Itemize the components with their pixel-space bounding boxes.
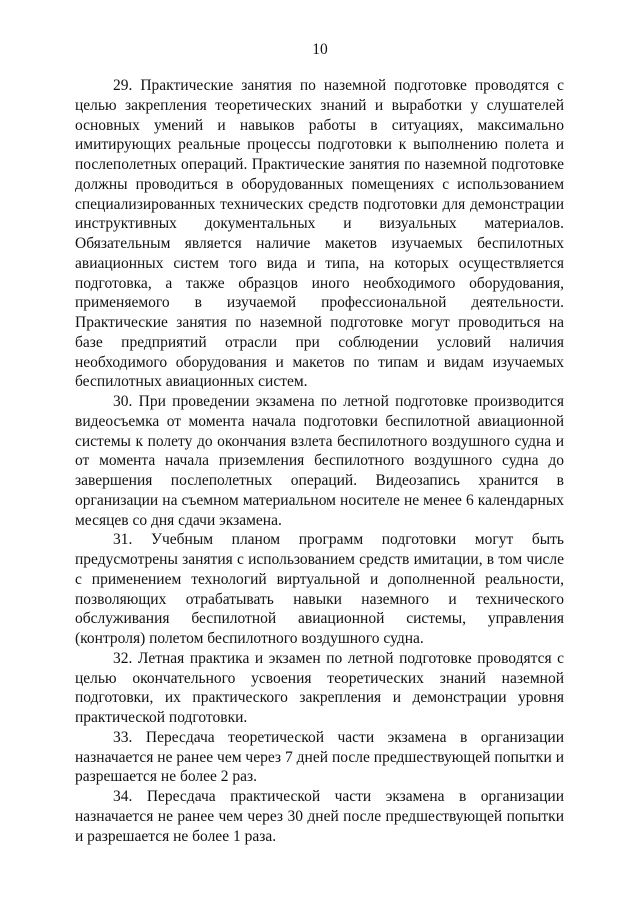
- paragraph-30: 30. При проведении экзамена по летной подготовке производится видеосъемка от момента начала подготовки беспилотной авиационной системы к полету до окончания взлета беспилотного воздушного судна и от момента начала приземления беспилотного воздушного судна до завершения послеполетных операций. Видеозапись хранится в организации на съемном материальном носителе не менее 6 календарных месяцев со дня сдачи экзамена.: [75, 393, 564, 529]
- paragraph-33: 33. Пересдача теоретической части экзамена в организации назначается не ранее чем через 7 дней после предшествующей попытки и разрешается не более 2 раз.: [75, 728, 564, 786]
- page-number: 10: [312, 41, 328, 58]
- paragraph-29: 29. Практические занятия по наземной подготовке проводятся с целью закрепления теоретических знаний и выработки у слушателей основных умений и навыков работы в ситуациях, максимально имитирующих реальные процессы подготовки к выполнению полета и послеполетных операций. Практические занятия по наземной подготовке должны проводиться в оборудованных помещениях с использованием специализированных технических средств подготовки для демонстрации инструктивных документальных и визуальных материалов. Обязательным является наличие макетов изучаемых беспилотных авиационных систем того вида и типа, на которых осуществляется подготовка, а также образцов иного необходимого оборудования, применяемого в изучаемой профессиональной деятельности. Практические занятия по наземной подготовке могут проводиться на базе предприятий отрасли при соблюдении условий наличия необходимого оборудования и макетов по типам и видам изучаемых беспилотных авиационных систем.: [75, 77, 564, 391]
- paragraph-34: 34. Пересдача практической части экзамена в организации назначается не ранее чем через 30 дней после предшествующей попытки и разрешается не более 1 раза.: [75, 788, 564, 845]
- document-body: [75, 76, 564, 846]
- paragraph-32: 32. Летная практика и экзамен по летной подготовке проводятся с целью окончательного усвоения теоретических знаний наземной подготовки, их практического закрепления и демонстрации уровня практической подготовки.: [75, 649, 564, 726]
- paragraph-31: 31. Учебным планом программ подготовки могут быть предусмотрены занятия с использованием средств имитации, в том числе с применением технологий виртуальной и дополненной реальности, позволяющих отрабатывать навыки наземного и технического обслуживания беспилотной авиационной системы, управления (контроля) полетом беспилотного воздушного судна.: [75, 531, 564, 647]
